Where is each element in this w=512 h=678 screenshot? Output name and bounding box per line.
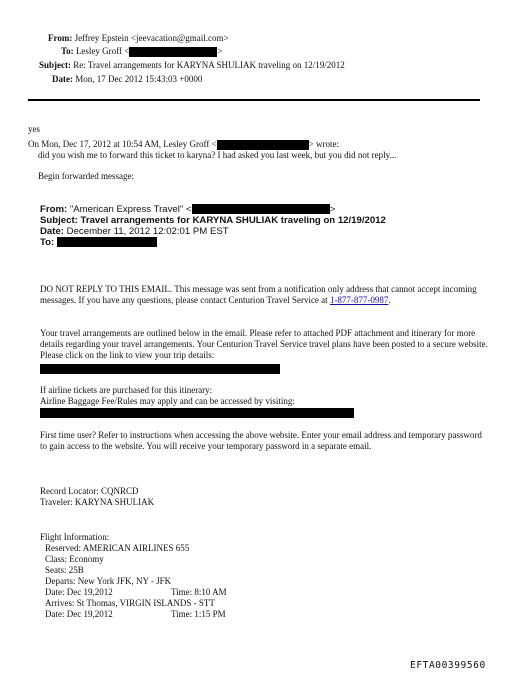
header-to-suffix: > — [217, 46, 223, 56]
flight-arr-date: Date: Dec 19,2012 — [45, 609, 113, 619]
flight-arr-time: Time: 1:15 PM — [171, 609, 226, 619]
header-from-label: From: — [48, 33, 73, 43]
flight-reserved: Reserved: AMERICAN AIRLINES 655 — [45, 543, 190, 553]
fwd-subject — [40, 215, 386, 226]
header-to-label: To: — [61, 46, 74, 56]
forwarded-label: Begin forwarded message: — [38, 171, 134, 181]
fwd-from-label: From: — [40, 204, 68, 215]
fwd-date-label: Date: — [40, 226, 64, 237]
first-time-paragraph: First time user? Refer to instructions when accessing the above website. Enter your email address and temporary password to gain access to the website. You will receive your temporary password in a separate email. — [40, 430, 482, 451]
fwd-subject-value: Travel arrangements for KARYNA SHULIAK traveling on 12/19/2012 — [80, 215, 386, 226]
arrangements-paragraph: Your travel arrangements are outlined below in the email. Please refer to attached PDF attachment and itinerary for more details regarding your travel arrangements. Your Centurion Travel Service travel plans have been posted to a secure website. Please click on the link to view your trip details: — [40, 328, 488, 360]
notice-end: . — [388, 295, 391, 305]
fwd-from-value: "American Express Travel" < — [69, 204, 192, 215]
flight-dep-date: Date: Dec 19,2012 — [45, 587, 113, 597]
redaction-bar — [192, 204, 330, 214]
flight-arrives: Arrives: St Thomas, VIRGIN ISLANDS - STT — [45, 598, 215, 608]
fwd-subject-label: Subject: — [40, 215, 78, 226]
fwd-to-label: To: — [40, 237, 55, 248]
header-from-value: Jeffrey Epstein <jeevacation@gmail.com> — [74, 33, 229, 43]
fwd-from-suffix: > — [329, 204, 336, 215]
baggage-line-1: If airline tickets are purchased for this itinerary: — [40, 385, 213, 395]
header-to — [61, 46, 222, 57]
quote-intro — [28, 139, 339, 150]
fwd-to — [40, 237, 157, 248]
quote-intro-suffix: > wrote: — [308, 139, 339, 149]
fwd-date-value: December 11, 2012 12:02:01 PM EST — [66, 226, 229, 237]
quote-intro-prefix: On Mon, Dec 17, 2012 at 10:54 AM, Lesley Groff < — [28, 139, 217, 149]
baggage-link-redacted — [40, 407, 354, 418]
flight-class: Class: Economy — [45, 554, 104, 564]
header-subject-label: Subject: — [39, 60, 71, 70]
record-locator: Record Locator: CQNRCD — [40, 486, 139, 496]
header-subject — [39, 60, 345, 70]
fwd-date — [40, 226, 229, 237]
redaction-bar — [40, 408, 354, 418]
bates-number: EFTA00399560 — [410, 660, 486, 671]
flight-seats: Seats: 25B — [45, 565, 84, 575]
notice-paragraph — [40, 284, 488, 306]
quote-line: did you wish me to forward this ticket to karyna? I had asked you last week, but you did not reply... — [38, 150, 397, 160]
flight-departs: Departs: New York JFK, NY - JFK — [45, 576, 172, 586]
header-subject-value: Re: Travel arrangements for KARYNA SHULIAK traveling on 12/19/2012 — [73, 60, 345, 70]
traveler: Traveler: KARYNA SHULIAK — [40, 497, 155, 507]
fwd-from — [40, 204, 335, 215]
header-to-prefix: Lesley Groff < — [75, 46, 130, 56]
flight-title: Flight Information: — [40, 532, 110, 542]
redaction-bar — [57, 237, 157, 247]
redaction-bar — [129, 47, 217, 57]
redaction-bar — [217, 140, 309, 150]
trip-link-redacted — [40, 363, 280, 374]
reply-text: yes — [28, 124, 40, 134]
header-date — [52, 74, 202, 84]
flight-dep-time: Time: 8:10 AM — [171, 587, 227, 597]
header-date-value: Mon, 17 Dec 2012 15:43:03 +0000 — [75, 74, 203, 84]
redaction-bar — [40, 364, 280, 374]
header-date-label: Date: — [52, 74, 73, 84]
notice-text: DO NOT REPLY TO THIS EMAIL. This message was sent from a notification only address that cannot accept incoming messages. If you have any questions, please contact Centurion Travel Service at — [40, 284, 477, 305]
phone-link[interactable]: 1-877-877-0987 — [329, 295, 389, 305]
header-divider — [28, 99, 480, 101]
baggage-line-2: Airline Baggage Fee/Rules may apply and can be accessed by visiting: — [40, 396, 295, 406]
header-from — [48, 33, 229, 43]
